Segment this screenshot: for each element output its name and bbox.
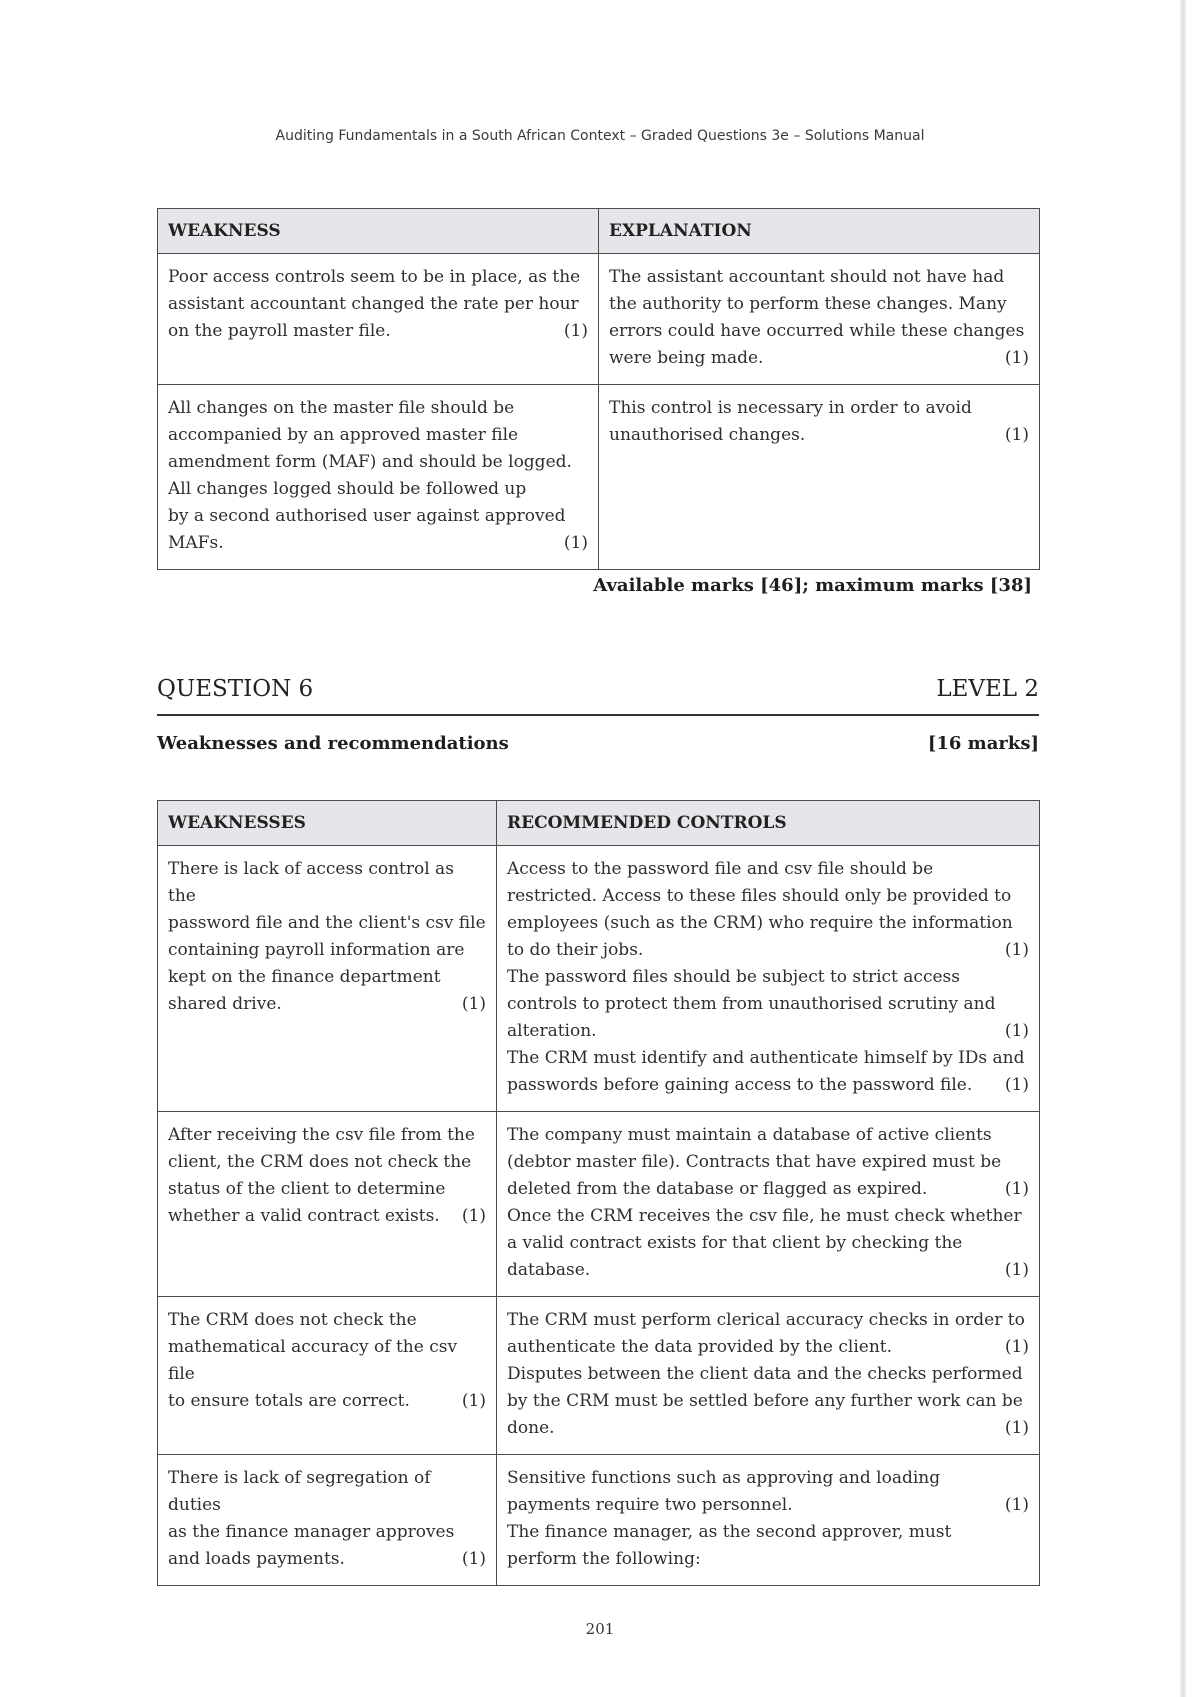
weakness-cell bbox=[158, 254, 599, 385]
running-header: Auditing Fundamentals in a South African Context – Graded Questions 3e – Solutions Manual bbox=[275, 128, 925, 144]
question-marks: [16 marks] bbox=[927, 733, 1039, 754]
text-line: password file and the client's csv file bbox=[168, 913, 486, 933]
text-line bbox=[507, 1176, 1029, 1203]
text-line: amendment form (MAF) and should be logged. bbox=[168, 452, 572, 472]
column-header-weaknesses: WEAKNESSES bbox=[158, 801, 497, 846]
mark-allocation: (1) bbox=[1004, 348, 1029, 368]
text-line: Once the CRM receives the csv file, he must check whether bbox=[507, 1206, 1022, 1226]
mark-allocation: (1) bbox=[1004, 940, 1029, 960]
page-edge-shadow bbox=[1180, 0, 1186, 1697]
page-number: 201 bbox=[585, 1620, 615, 1638]
question-title: QUESTION 6 bbox=[157, 676, 314, 702]
text-line bbox=[168, 1203, 486, 1230]
text-line: a valid contract exists for that client by checking the bbox=[507, 1233, 963, 1253]
line-text: on the payroll master file. bbox=[168, 321, 391, 341]
text-line: employees (such as the CRM) who require the information bbox=[507, 913, 1013, 933]
line-text: database. bbox=[507, 1260, 591, 1280]
mark-allocation: (1) bbox=[461, 1391, 486, 1411]
controls-cell bbox=[497, 846, 1040, 1112]
mark-allocation: (1) bbox=[1004, 1179, 1029, 1199]
text-line: The finance manager, as the second approver, must bbox=[507, 1522, 952, 1542]
text-line bbox=[507, 1072, 1029, 1099]
text-line: mathematical accuracy of the csv file bbox=[168, 1337, 458, 1384]
question-subheading bbox=[157, 733, 1039, 754]
controls-cell bbox=[497, 1455, 1040, 1586]
line-text: alteration. bbox=[507, 1021, 597, 1041]
weakness-cell bbox=[158, 1112, 497, 1297]
text-line: The password files should be subject to strict access bbox=[507, 967, 960, 987]
text-line: There is lack of access control as the bbox=[168, 859, 454, 906]
controls-cell bbox=[497, 1112, 1040, 1297]
text-line: After receiving the csv file from the bbox=[168, 1125, 475, 1145]
text-line bbox=[168, 991, 486, 1018]
text-line: The CRM does not check the bbox=[168, 1310, 417, 1330]
text-line: The assistant accountant should not have had bbox=[609, 267, 1005, 287]
line-text: and loads payments. bbox=[168, 1549, 345, 1569]
table-row bbox=[158, 1455, 1040, 1586]
text-line bbox=[168, 530, 588, 557]
mark-allocation: (1) bbox=[1004, 1337, 1029, 1357]
line-text: MAFs. bbox=[168, 533, 224, 553]
text-line: The CRM must identify and authenticate himself by IDs and bbox=[507, 1048, 1025, 1068]
text-line bbox=[507, 1492, 1029, 1519]
text-line: Disputes between the client data and the checks performed bbox=[507, 1364, 1023, 1384]
mark-allocation: (1) bbox=[563, 321, 588, 341]
weakness-cell bbox=[158, 846, 497, 1112]
question-level: LEVEL 2 bbox=[936, 676, 1039, 702]
table-row bbox=[158, 385, 1040, 570]
text-line: by the CRM must be settled before any further work can be bbox=[507, 1391, 1023, 1411]
text-line bbox=[507, 1415, 1029, 1442]
table-row bbox=[158, 1297, 1040, 1455]
text-line bbox=[168, 1546, 486, 1573]
text-line: (debtor master file). Contracts that have expired must be bbox=[507, 1152, 1002, 1172]
text-line bbox=[507, 937, 1029, 964]
text-line: This control is necessary in order to avoid bbox=[609, 398, 972, 418]
column-header-recommended-controls: RECOMMENDED CONTROLS bbox=[497, 801, 1040, 846]
question-heading bbox=[157, 676, 1039, 716]
table-header-row bbox=[158, 209, 1040, 254]
weakness-cell bbox=[158, 1455, 497, 1586]
question-subtitle: Weaknesses and recommendations bbox=[157, 733, 509, 754]
mark-allocation: (1) bbox=[563, 533, 588, 553]
text-line: accompanied by an approved master file bbox=[168, 425, 519, 445]
line-text: authenticate the data provided by the client. bbox=[507, 1337, 893, 1357]
mark-allocation: (1) bbox=[461, 994, 486, 1014]
line-text: done. bbox=[507, 1418, 555, 1438]
text-line bbox=[507, 1018, 1029, 1045]
explanation-cell bbox=[599, 254, 1040, 385]
table-header-row bbox=[158, 801, 1040, 846]
controls-cell bbox=[497, 1297, 1040, 1455]
text-line: the authority to perform these changes. Many bbox=[609, 294, 1007, 314]
text-line: by a second authorised user against approved bbox=[168, 506, 566, 526]
mark-allocation: (1) bbox=[1004, 1075, 1029, 1095]
text-line bbox=[168, 318, 588, 345]
line-text: deleted from the database or flagged as expired. bbox=[507, 1179, 928, 1199]
text-line: All changes on the master file should be bbox=[168, 398, 515, 418]
mark-allocation: (1) bbox=[461, 1206, 486, 1226]
text-line: The company must maintain a database of active clients bbox=[507, 1125, 992, 1145]
mark-allocation: (1) bbox=[1004, 1021, 1029, 1041]
column-header-explanation: EXPLANATION bbox=[599, 209, 1040, 254]
line-text: passwords before gaining access to the password file. bbox=[507, 1075, 973, 1095]
explanation-cell bbox=[599, 385, 1040, 570]
line-text: to do their jobs. bbox=[507, 940, 644, 960]
table-row bbox=[158, 254, 1040, 385]
table-row bbox=[158, 1112, 1040, 1297]
table-row bbox=[158, 846, 1040, 1112]
text-line: kept on the finance department bbox=[168, 967, 441, 987]
weakness-cell bbox=[158, 385, 599, 570]
text-line: as the finance manager approves bbox=[168, 1522, 455, 1542]
text-line: errors could have occurred while these changes bbox=[609, 321, 1025, 341]
line-text: unauthorised changes. bbox=[609, 425, 806, 445]
text-line: There is lack of segregation of duties bbox=[168, 1468, 431, 1515]
text-line: All changes logged should be followed up bbox=[168, 479, 527, 499]
text-line: Sensitive functions such as approving and loading bbox=[507, 1468, 941, 1488]
text-line: perform the following: bbox=[507, 1549, 701, 1569]
text-line: controls to protect them from unauthorised scrutiny and bbox=[507, 994, 996, 1014]
mark-allocation: (1) bbox=[1004, 425, 1029, 445]
text-line: status of the client to determine bbox=[168, 1179, 446, 1199]
text-line bbox=[507, 1334, 1029, 1361]
mark-allocation: (1) bbox=[461, 1549, 486, 1569]
line-text: to ensure totals are correct. bbox=[168, 1391, 410, 1411]
text-line: Access to the password file and csv file should be bbox=[507, 859, 934, 879]
marks-summary: Available marks [46]; maximum marks [38] bbox=[593, 575, 1032, 596]
text-line bbox=[168, 1388, 486, 1415]
text-line bbox=[507, 1257, 1029, 1284]
text-line bbox=[609, 345, 1029, 372]
text-line: Poor access controls seem to be in place, as the bbox=[168, 267, 581, 287]
line-text: payments require two personnel. bbox=[507, 1495, 793, 1515]
weakness-cell bbox=[158, 1297, 497, 1455]
mark-allocation: (1) bbox=[1004, 1260, 1029, 1280]
text-line: client, the CRM does not check the bbox=[168, 1152, 472, 1172]
weakness-explanation-table bbox=[157, 208, 1040, 570]
text-line: restricted. Access to these files should only be provided to bbox=[507, 886, 1012, 906]
text-line bbox=[609, 422, 1029, 449]
text-line: assistant accountant changed the rate per hour bbox=[168, 294, 579, 314]
line-text: whether a valid contract exists. bbox=[168, 1206, 440, 1226]
column-header-weakness: WEAKNESS bbox=[158, 209, 599, 254]
mark-allocation: (1) bbox=[1004, 1418, 1029, 1438]
line-text: were being made. bbox=[609, 348, 764, 368]
mark-allocation: (1) bbox=[1004, 1495, 1029, 1515]
line-text: shared drive. bbox=[168, 994, 282, 1014]
text-line: containing payroll information are bbox=[168, 940, 465, 960]
text-line: The CRM must perform clerical accuracy checks in order to bbox=[507, 1310, 1025, 1330]
weaknesses-controls-table bbox=[157, 800, 1040, 1586]
